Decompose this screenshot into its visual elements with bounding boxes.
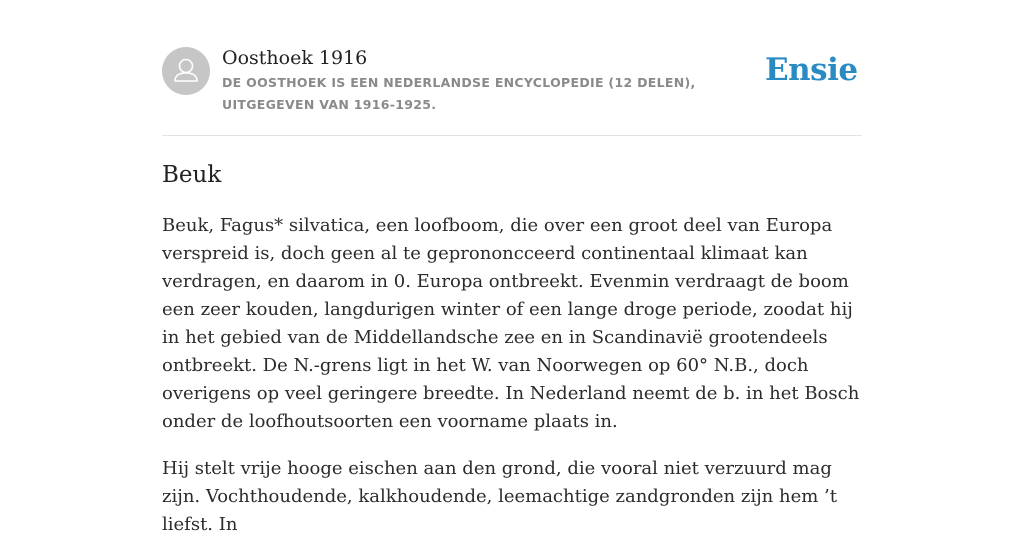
entry-body bbox=[162, 212, 874, 558]
source-header bbox=[162, 45, 862, 117]
source-description: DE OOSTHOEK IS EEN NEDERLANDSE ENCYCLOPEDIE (12 DELEN), UITGEGEVEN VAN 1916-1925. bbox=[222, 75, 696, 112]
entry-paragraph: Hij stelt vrije hooge eischen aan den grond, die vooral niet verzuurd mag zijn. Vochthoudende, kalkhoudende, leemachtige zandgronden zijn hem ’t liefst. In bbox=[162, 458, 837, 535]
entry-paragraph: Beuk, Fagus* silvatica, een loofboom, die over een groot deel van Europa verspreid is, doch geen al te geprononcceerd continentaal klimaat kan verdragen, en daarom in 0. Europa ontbreekt. Evenmin verdraagt de boom een zeer kouden, langdurigen winter of een lange droge periode, zoodat hij in het gebied van de Middellandsche zee en in Scandinavië grootendeels ontbreekt. De N.-grens ligt in het W. van Noorwegen op 60° N.B., doch overigens op veel geringere breedte. In Nederland neemt de b. in het Bosch onder de loofhoutsoorten een voorname plaats in. bbox=[162, 215, 860, 432]
header-divider bbox=[162, 135, 862, 136]
source-title[interactable]: Oosthoek 1916 bbox=[222, 47, 368, 69]
entry-title: Beuk bbox=[162, 162, 222, 188]
brand-logo[interactable]: Ensie bbox=[765, 52, 858, 88]
source-avatar[interactable] bbox=[162, 47, 210, 95]
user-silhouette-icon bbox=[162, 47, 210, 95]
